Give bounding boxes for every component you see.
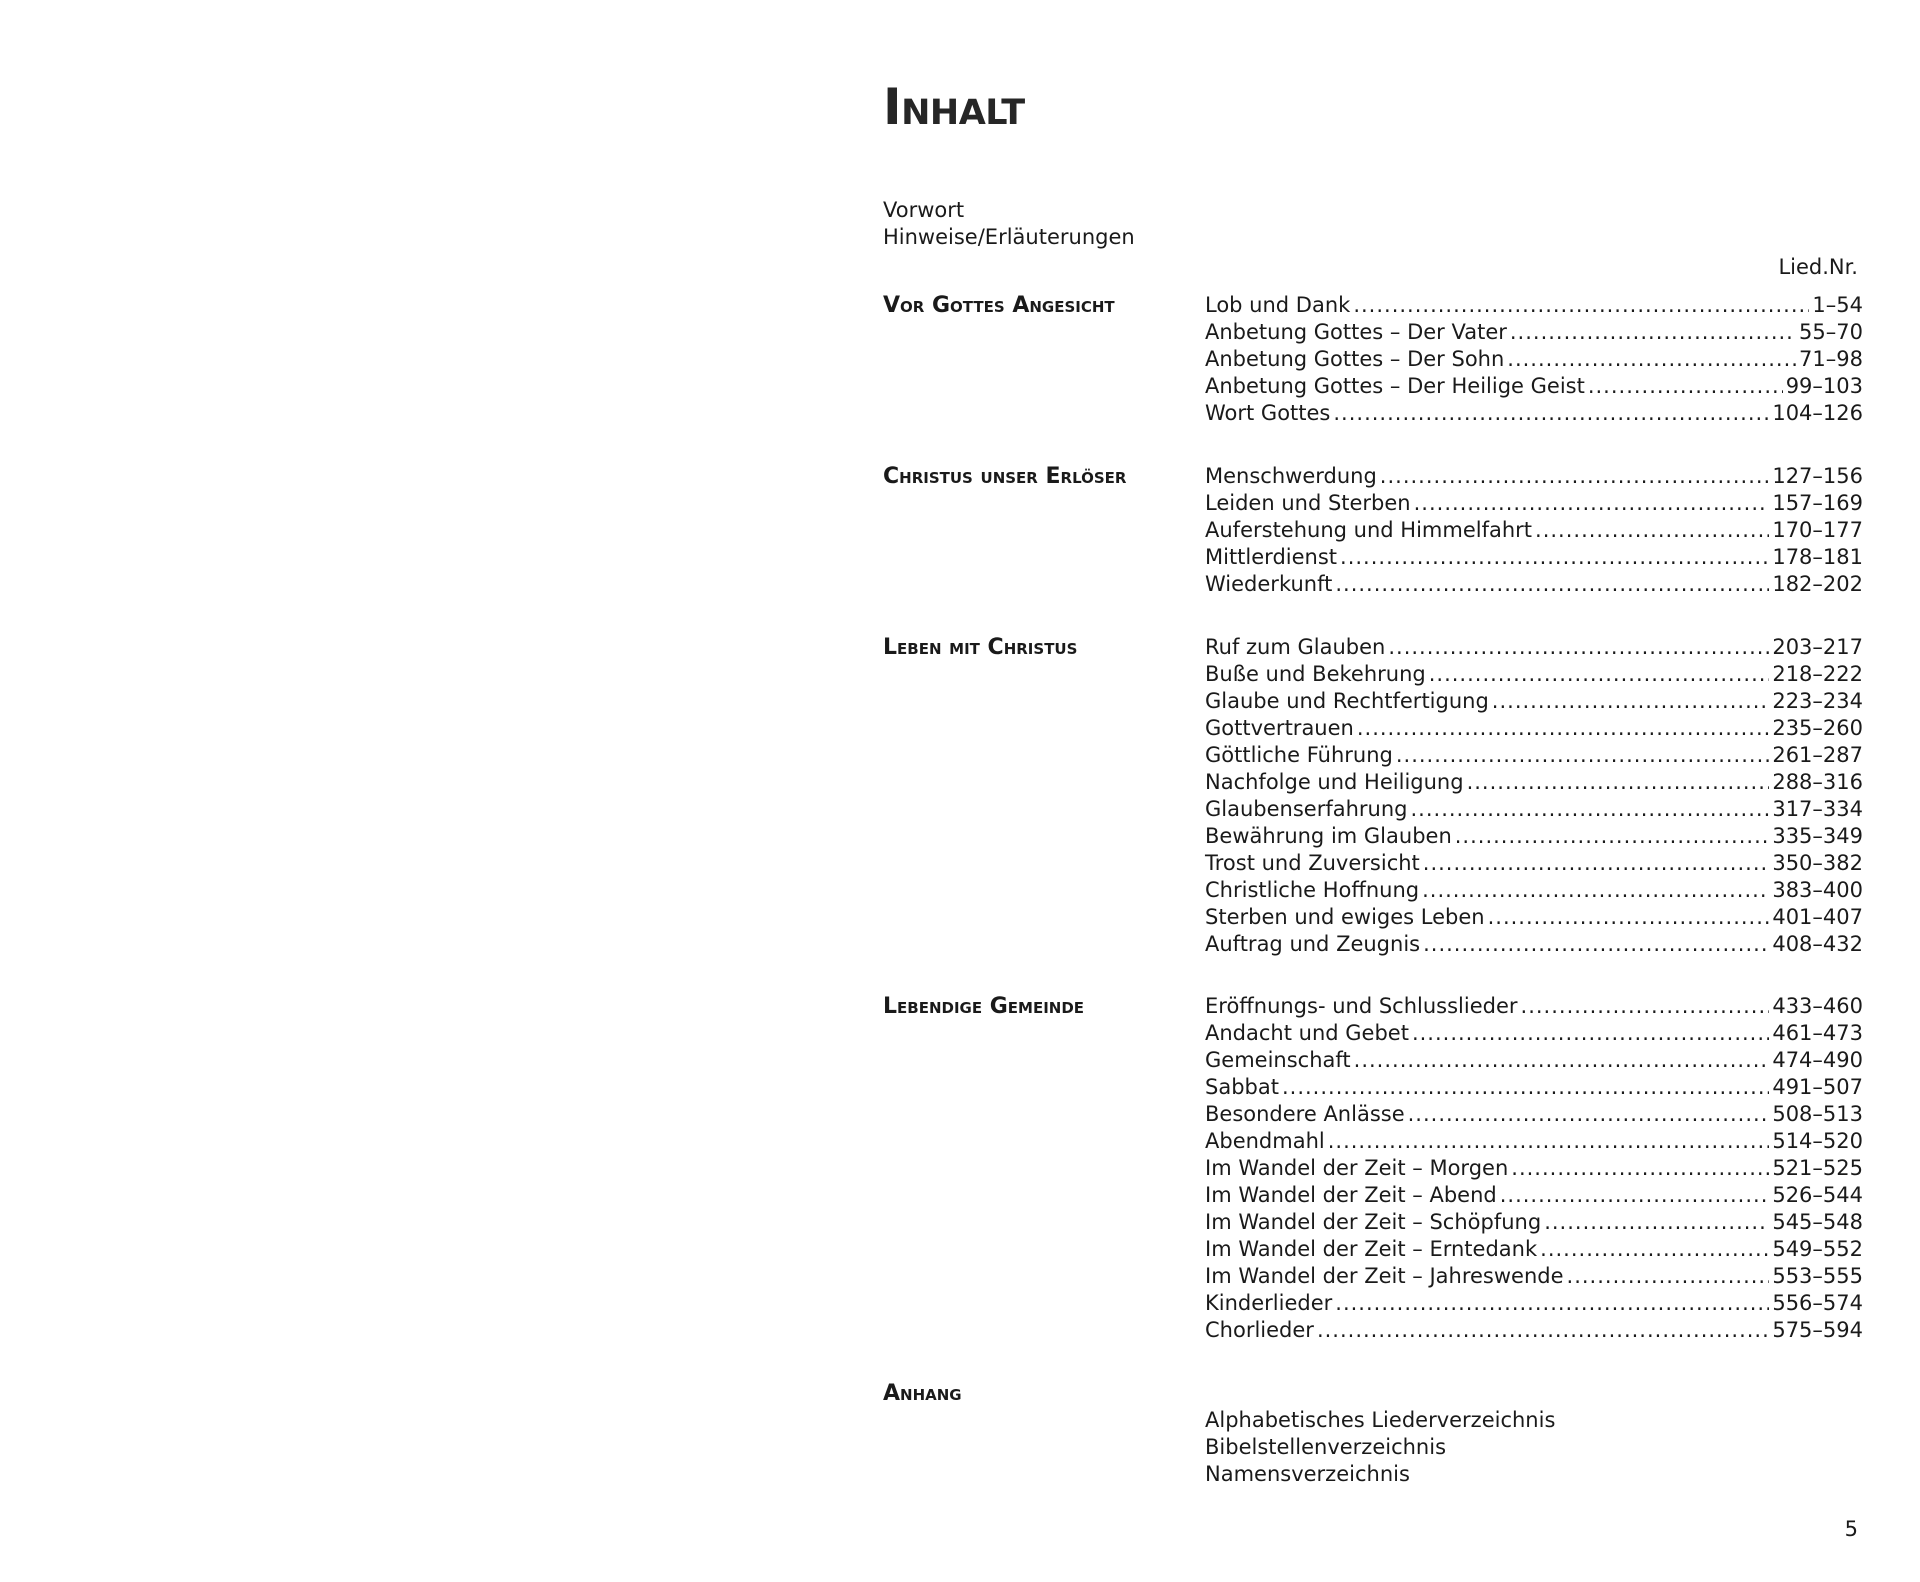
column-header: Lied.Nr. (1778, 255, 1858, 279)
entry-range: 335–349 (1772, 824, 1863, 848)
entry-label: Kinderlieder (1205, 1291, 1333, 1315)
toc-entry (1205, 904, 1863, 931)
entry-range: 508–513 (1772, 1102, 1863, 1126)
entry-label: Glaubenserfahrung (1205, 797, 1408, 821)
toc-entry (1205, 400, 1863, 427)
entry-range: 203–217 (1772, 635, 1863, 659)
entry-label: Eröffnungs- und Schlusslieder (1205, 994, 1518, 1018)
entry-label: Glaube und Rechtfertigung (1205, 689, 1489, 713)
entry-range: 317–334 (1772, 797, 1863, 821)
toc-entry (1205, 993, 1863, 1020)
entry-range: 288–316 (1772, 770, 1863, 794)
entry-range: 127–156 (1772, 464, 1863, 488)
section-title: Vor Gottes Angesicht (883, 293, 1115, 318)
toc-entry (1205, 661, 1863, 688)
dot-leader (1455, 823, 1770, 850)
entry-range: 526–544 (1772, 1183, 1863, 1207)
section-entries (1205, 463, 1863, 598)
dot-leader (1388, 634, 1769, 661)
toc-entry (1205, 688, 1863, 715)
entry-label: Anbetung Gottes – Der Heilige Geist (1205, 374, 1585, 398)
entry-label: Im Wandel der Zeit – Morgen (1205, 1156, 1509, 1180)
entry-label: Gemeinschaft (1205, 1048, 1351, 1072)
front-matter-item: Vorwort (883, 198, 965, 222)
entry-label: Im Wandel der Zeit – Abend (1205, 1183, 1497, 1207)
entry-label: Auftrag und Zeugnis (1205, 932, 1421, 956)
dot-leader (1317, 1317, 1769, 1344)
entry-label: Im Wandel der Zeit – Jahreswende (1205, 1264, 1564, 1288)
toc-entry (1205, 634, 1863, 661)
dot-leader (1333, 400, 1769, 427)
page-title: Inhalt (883, 78, 1025, 136)
entry-range: 474–490 (1772, 1048, 1863, 1072)
toc-entry (1205, 1101, 1863, 1128)
toc-entry (1205, 1317, 1863, 1344)
toc-entry (1205, 1128, 1863, 1155)
toc-entry (1205, 1236, 1863, 1263)
entry-range: 350–382 (1772, 851, 1863, 875)
dot-leader (1467, 769, 1770, 796)
dot-leader (1511, 1155, 1769, 1182)
dot-leader (1328, 1128, 1770, 1155)
entry-range: 461–473 (1772, 1021, 1863, 1045)
entry-range: 182–202 (1772, 572, 1863, 596)
toc-entry (1205, 742, 1863, 769)
toc-entry (1205, 346, 1863, 373)
dot-leader (1535, 517, 1769, 544)
page-number: 5 (1844, 1517, 1858, 1541)
toc-entry (1205, 796, 1863, 823)
entry-label: Wort Gottes (1205, 401, 1331, 425)
toc-entry (1205, 373, 1863, 400)
toc-entry (1205, 715, 1863, 742)
toc-entry (1205, 517, 1863, 544)
appendix-item: Namensverzeichnis (1205, 1462, 1410, 1486)
section-title: Christus unser Erlöser (883, 464, 1127, 489)
dot-leader (1540, 1236, 1769, 1263)
toc-entry (1205, 1074, 1863, 1101)
section-entries (1205, 292, 1863, 427)
entry-range: 104–126 (1772, 401, 1863, 425)
section-entries (1205, 993, 1863, 1344)
entry-range: 218–222 (1772, 662, 1863, 686)
dot-leader (1353, 292, 1809, 319)
entry-label: Gottvertrauen (1205, 716, 1354, 740)
entry-range: 223–234 (1772, 689, 1863, 713)
entry-range: 408–432 (1772, 932, 1863, 956)
entry-label: Wiederkunft (1205, 572, 1333, 596)
entry-range: 71–98 (1799, 347, 1863, 371)
dot-leader (1429, 661, 1770, 688)
dot-leader (1500, 1182, 1770, 1209)
dot-leader (1422, 877, 1769, 904)
toc-entry (1205, 1020, 1863, 1047)
entry-label: Göttliche Führung (1205, 743, 1393, 767)
entry-label: Besondere Anlässe (1205, 1102, 1405, 1126)
dot-leader (1423, 850, 1770, 877)
dot-leader (1282, 1074, 1769, 1101)
entry-range: 170–177 (1772, 518, 1863, 542)
dot-leader (1408, 1101, 1770, 1128)
entry-label: Trost und Zuversicht (1205, 851, 1420, 875)
entry-label: Menschwerdung (1205, 464, 1377, 488)
entry-range: 556–574 (1772, 1291, 1863, 1315)
entry-label: Andacht und Gebet (1205, 1021, 1409, 1045)
toc-entry (1205, 877, 1863, 904)
entry-range: 545–548 (1772, 1210, 1863, 1234)
entry-range: 1–54 (1812, 293, 1863, 317)
section-entries (1205, 634, 1863, 958)
dot-leader (1507, 346, 1796, 373)
entry-range: 383–400 (1772, 878, 1863, 902)
appendix-item: Bibelstellenverzeichnis (1205, 1435, 1447, 1459)
toc-entry (1205, 463, 1863, 490)
entry-label: Im Wandel der Zeit – Schöpfung (1205, 1210, 1542, 1234)
dot-leader (1544, 1209, 1769, 1236)
entry-label: Mittlerdienst (1205, 545, 1338, 569)
dot-leader (1354, 1047, 1770, 1074)
entry-range: 433–460 (1772, 994, 1863, 1018)
entry-label: Christliche Hoffnung (1205, 878, 1420, 902)
toc-entry (1205, 1047, 1863, 1074)
entry-range: 401–407 (1772, 905, 1863, 929)
entry-range: 55–70 (1799, 320, 1863, 344)
entry-range: 553–555 (1772, 1264, 1863, 1288)
entry-label: Nachfolge und Heiligung (1205, 770, 1464, 794)
dot-leader (1521, 993, 1770, 1020)
entry-range: 575–594 (1772, 1318, 1863, 1342)
entry-label: Anbetung Gottes – Der Sohn (1205, 347, 1505, 371)
section-title: Lebendige Gemeinde (883, 994, 1085, 1019)
toc-entry (1205, 490, 1863, 517)
dot-leader (1357, 715, 1769, 742)
section-title: Leben mit Christus (883, 635, 1078, 660)
entry-label: Im Wandel der Zeit – Erntedank (1205, 1237, 1538, 1261)
entry-range: 514–520 (1772, 1129, 1863, 1153)
dot-leader (1335, 571, 1769, 598)
entry-label: Sterben und ewiges Leben (1205, 905, 1485, 929)
toc-entry (1205, 931, 1863, 958)
dot-leader (1380, 463, 1770, 490)
dot-leader (1588, 373, 1783, 400)
entry-range: 491–507 (1772, 1075, 1863, 1099)
toc-entry (1205, 1155, 1863, 1182)
toc-entry (1205, 1209, 1863, 1236)
toc-entry (1205, 1290, 1863, 1317)
toc-entry (1205, 292, 1863, 319)
toc-entry (1205, 1182, 1863, 1209)
entry-label: Anbetung Gottes – Der Vater (1205, 320, 1507, 344)
toc-entry (1205, 571, 1863, 598)
front-matter-list (883, 197, 1135, 251)
toc-entry (1205, 544, 1863, 571)
toc-entry (1205, 1263, 1863, 1290)
entry-label: Buße und Bekehrung (1205, 662, 1426, 686)
dot-leader (1567, 1263, 1770, 1290)
entry-label: Bewährung im Glauben (1205, 824, 1452, 848)
appendix-list (1205, 1407, 1555, 1488)
entry-label: Abendmahl (1205, 1129, 1325, 1153)
entry-label: Auferstehung und Himmelfahrt (1205, 518, 1533, 542)
entry-range: 549–552 (1772, 1237, 1863, 1261)
toc-entry (1205, 319, 1863, 346)
entry-label: Chorlieder (1205, 1318, 1314, 1342)
dot-leader (1492, 688, 1770, 715)
dot-leader (1423, 931, 1769, 958)
dot-leader (1411, 796, 1770, 823)
entry-range: 178–181 (1772, 545, 1863, 569)
dot-leader (1412, 1020, 1769, 1047)
dot-leader (1488, 904, 1770, 931)
entry-label: Lob und Dank (1205, 293, 1351, 317)
dot-leader (1510, 319, 1796, 346)
toc-entry (1205, 769, 1863, 796)
toc-entry (1205, 850, 1863, 877)
toc-entry (1205, 823, 1863, 850)
entry-label: Leiden und Sterben (1205, 491, 1411, 515)
entry-range: 157–169 (1772, 491, 1863, 515)
entry-range: 521–525 (1772, 1156, 1863, 1180)
entry-range: 261–287 (1772, 743, 1863, 767)
front-matter-item: Hinweise/Erläuterungen (883, 225, 1135, 249)
section-title: Anhang (883, 1381, 962, 1406)
dot-leader (1340, 544, 1769, 571)
entry-label: Sabbat (1205, 1075, 1279, 1099)
entry-range: 235–260 (1772, 716, 1863, 740)
entry-range: 99–103 (1785, 374, 1863, 398)
appendix-item: Alphabetisches Liederverzeichnis (1205, 1408, 1556, 1432)
dot-leader (1396, 742, 1769, 769)
entry-label: Ruf zum Glauben (1205, 635, 1386, 659)
dot-leader (1414, 490, 1770, 517)
dot-leader (1335, 1290, 1769, 1317)
